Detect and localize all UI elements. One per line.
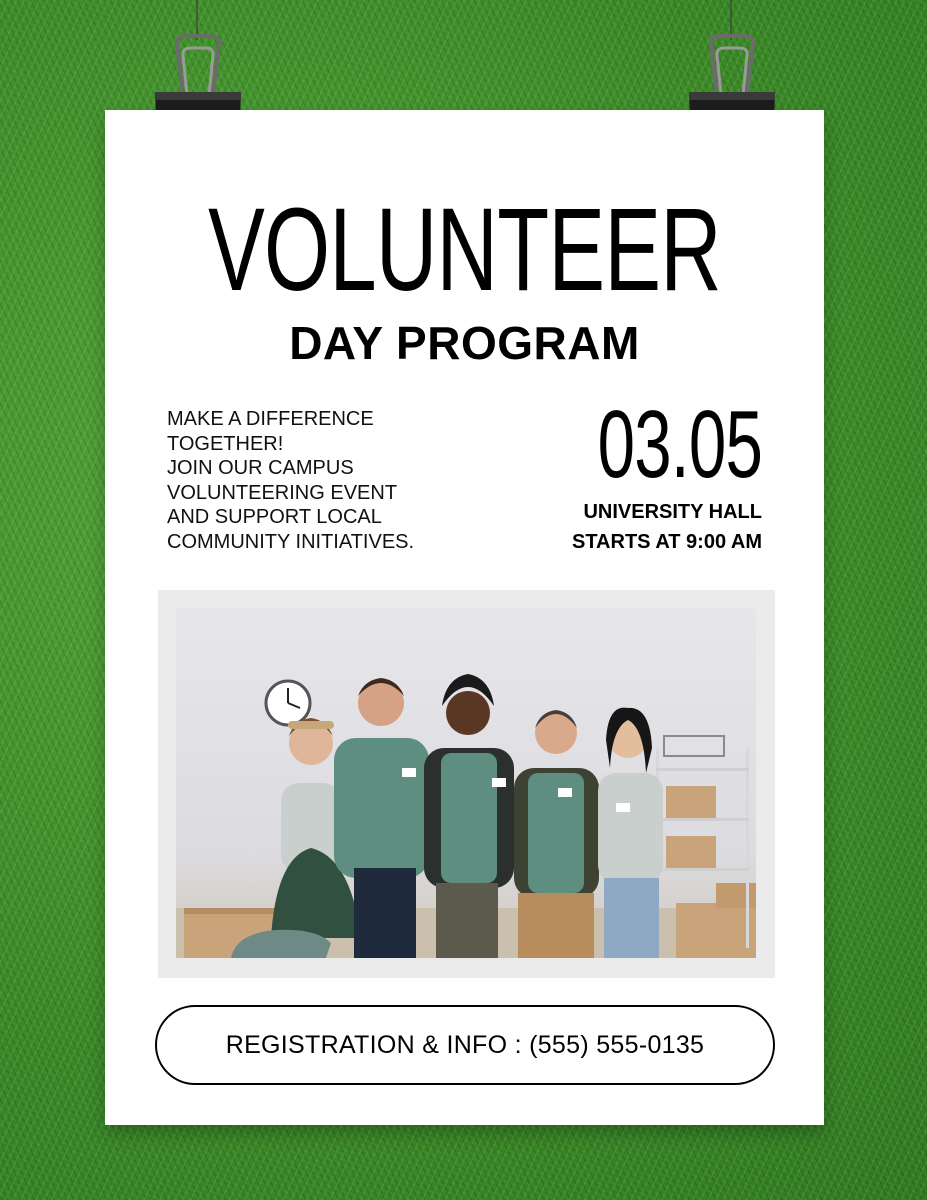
event-date: 03.05 xyxy=(597,391,762,498)
event-start-time: STARTS AT 9:00 AM xyxy=(571,531,762,553)
poster-subtitle: DAY PROGRAM xyxy=(289,317,640,369)
event-venue-block xyxy=(572,497,762,557)
registration-info-pill: REGISTRATION & INFO : (555) 555-0135 xyxy=(155,1005,775,1085)
description-line: MAKE A DIFFERENCE xyxy=(167,408,374,430)
poster xyxy=(105,110,824,1125)
description-line: VOLUNTEERING EVENT xyxy=(167,481,398,504)
description-line: AND SUPPORT LOCAL xyxy=(167,506,382,528)
poster-title: VOLUNTEER xyxy=(208,184,721,316)
event-venue: UNIVERSITY HALL xyxy=(583,501,762,523)
photo-frame xyxy=(158,590,775,978)
description-line: JOIN OUR CAMPUS xyxy=(167,457,354,479)
description-line: TOGETHER! xyxy=(167,432,284,455)
wall-clock-icon xyxy=(266,681,310,725)
event-description xyxy=(167,407,467,554)
description-line: COMMUNITY INITIATIVES. xyxy=(167,530,415,553)
volunteers-photo xyxy=(176,608,756,958)
